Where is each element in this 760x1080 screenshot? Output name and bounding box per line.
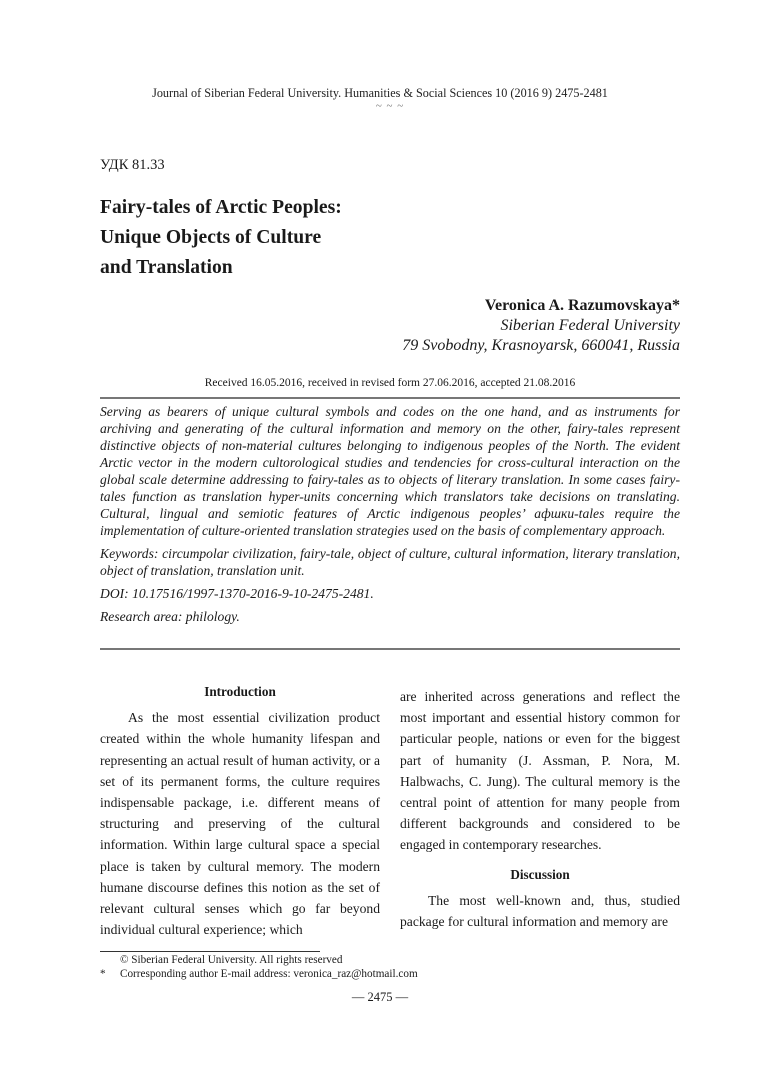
abstract-block [100,403,680,631]
abstract-top-rule [100,397,680,399]
received-dates: Received 16.05.2016, received in revised form 27.06.2016, accepted 21.08.2016 [204,377,576,389]
page-number: — 2475 — [351,990,409,1004]
abstract-text: Serving as bearers of unique cultural symbols and codes on the one hand, and as instruments for archiving and generating of the cultural information and memory on the other, fairy-tales represent distinctive objects of non-material cultures belonging to indigenous peoples of the North. The evident Arctic vector in the modern cultorological studies and tendencies for cross-cultural interaction on the global scale determine addressing to fairy-tales as to objects of literary translation. In some cases fairy-tales function as translation hyper-units concerning which translators take decisions on translating. Cultural, lingual and semiotic features of Arctic indigenous peoples’ афшки-tales require the implementation of culture-oriented translation strategies used on the basis of complementary approach. [100,404,680,538]
author-affiliation: Siberian Federal University [500,317,680,334]
article-title [100,193,342,283]
right-column [400,686,680,932]
introduction-paragraph-continued: are inherited across generations and reflect the most important and essential history common for particular people, nations or even for the biggest part of humanity (J. Assman, P. Nora, M. Halbwachs, C. Jung). The cultural memory is the central point of attention for many people from different backgrounds and considered to be engaged in contemporary researches. [400,689,680,853]
doi: DOI: 10.17516/1997-1370-2016-9-10-2475-2481. [100,586,374,601]
research-area: Research area: philology. [100,609,240,624]
footnote-corresponding-author [100,967,418,981]
title-line: and Translation [100,257,233,278]
author-name: Veronica A. Razumovskaya* [484,297,680,314]
left-column [100,681,380,940]
section-heading-discussion: Discussion [510,866,570,882]
footnote-mark: * [100,968,106,980]
abstract-bottom-rule [100,648,680,650]
introduction-paragraph: As the most essential civilization product created within the whole humanity lifespan and representing an actual result of human activity, or a set of its permanent forms, the culture requires indispensable package, i.e. different means of structuring and preserving of the cultural information. Within large cultural space a special place is taken by cultural memory. The modern humane discourse defines this notion as the set of relevant cultural senses which go far beyond individual cultural experience; which [100,710,380,938]
section-heading-introduction: Introduction [204,684,276,699]
keywords: Keywords: circumpolar civilization, fairy-tale, object of culture, cultural information, literary translation, object of translation, translation unit. [100,546,680,578]
title-line: Unique Objects of Culture [100,227,322,248]
author-block [402,296,680,356]
udk-code: УДК 81.33 [100,157,165,173]
title-line: Fairy-tales of Arctic Peoples: [100,197,342,218]
author-address: 79 Svobodny, Krasnoyarsk, 660041, Russia [402,337,680,354]
header-ornament: ~ ~ ~ [375,100,405,112]
discussion-paragraph: The most well-known and, thus, studied package for cultural information and memory are [400,892,680,930]
footnotes [100,953,418,981]
running-head: Journal of Siberian Federal University. Humanities & Social Sciences 10 (2016 9) 2475-2481 [152,86,608,100]
footnote-text: © Siberian Federal University. All rights reserved [120,954,343,966]
footnote-copyright [100,953,418,967]
footnote-text: Corresponding author E-mail address: veronica_raz@hotmail.com [120,968,418,980]
footnote-rule [100,951,320,952]
